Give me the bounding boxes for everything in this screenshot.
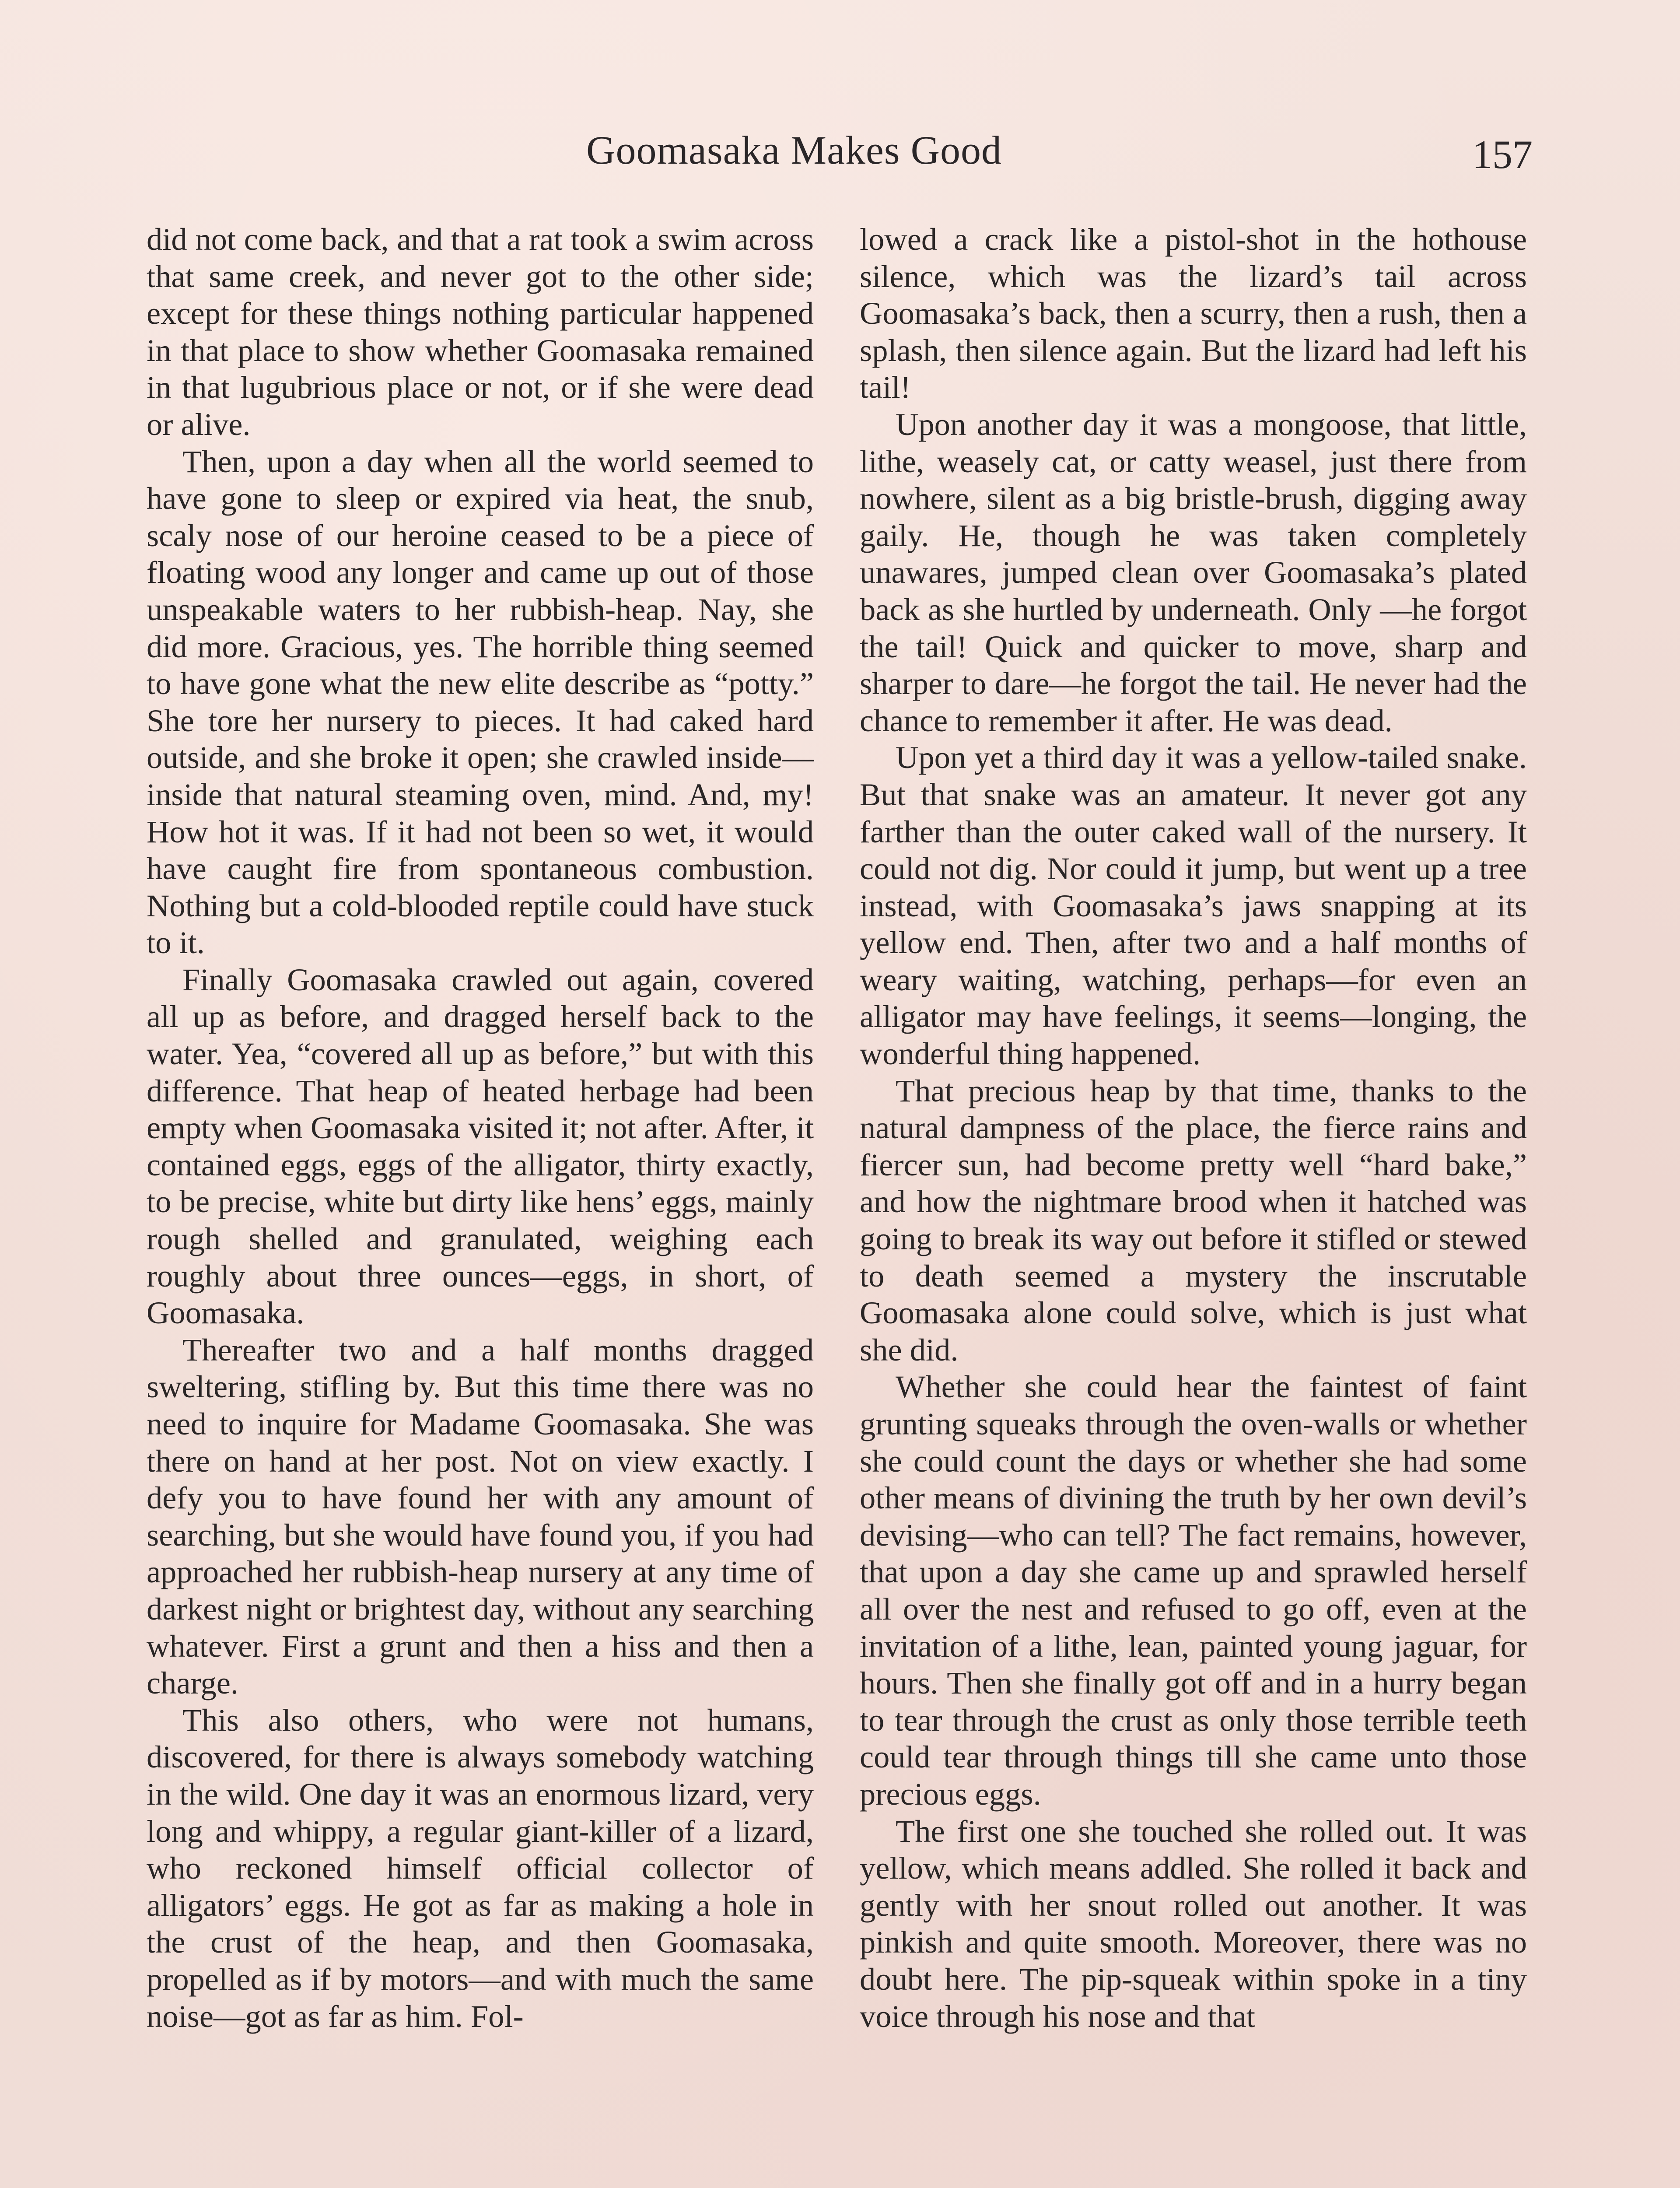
left-text-column: [147, 221, 814, 2035]
paragraph: Then, upon a day when all the world seemed to have gone to sleep or expired via heat, the snub, scaly nose of our heroine ceased to be a piece of floating wood any longer and came up out of those unspeakable waters to her rubbish-heap. Nay, she did more. Gracious, yes. The horrible thing seemed to have gone what the new elite describe as “potty.” She tore her nursery to pieces. It had caked hard outside, and she broke it open; she crawled inside—inside that natural steaming oven, mind. And, my! How hot it was. If it had not been so wet, it would have caught fire from spontaneous combustion. Nothing but a cold-blooded reptile could have stuck to it.: [147, 443, 814, 961]
paragraph: Whether she could hear the faintest of faint grunting squeaks through the oven-walls or whether she could count the days or whether she had some other means of divining the truth by her own devil’s devising—who can tell? The fact remains, however, that upon a day she came up and sprawled herself all over the nest and refused to go off, even at the invitation of a lithe, lean, painted young jaguar, for hours. Then she finally got off and in a hurry began to tear through the crust as only those terrible teeth could tear through things till she came unto those precious eggs.: [860, 1369, 1527, 1812]
right-text-column: [860, 221, 1527, 2035]
paragraph: This also others, who were not humans, discovered, for there is always somebody watching in the wild. One day it was an enormous lizard, very long and whippy, a regular giant-killer of a lizard, who reckoned himself official collector of alligators’ eggs. He got as far as making a hole in the crust of the heap, and then Goomasaka, propelled as if by motors—and with much the same noise—got as far as him. Fol-: [147, 1702, 814, 2034]
paragraph: Upon yet a third day it was a yellow-tailed snake. But that snake was an amateur. It never got any farther than the outer caked wall of the nursery. It could not dig. Nor could it jump, but went up a tree instead, with Goomasaka’s jaws snapping at its yellow end. Then, after two and a half months of weary waiting, watching, perhaps—for even an alligator may have feelings, it seems—longing, the wonderful thing happened.: [860, 740, 1527, 1072]
paragraph: That precious heap by that time, thanks to the natural dampness of the place, the fierce rains and fiercer sun, had become pretty well “hard bake,” and how the nightmare brood when it hatched was going to break its way out before it stifled or stewed to death seemed a mystery the inscrutable Goomasaka alone could solve, which is just what she did.: [860, 1073, 1527, 1368]
paragraph: Finally Goomasaka crawled out again, covered all up as before, and dragged herself back to the water. Yea, “covered all up as before,” but with this difference. That heap of heated herbage had been empty when Goomasaka visited it; not after. After, it contained eggs, eggs of the alligator, thirty exactly, to be precise, white but dirty like hens’ eggs, mainly rough shelled and granulated, weighing each roughly about three ounces—eggs, in short, of Goomasaka.: [147, 961, 814, 1331]
paragraph: The first one she touched she rolled out. It was yellow, which means addled. She rolled it back and gently with her snout rolled out another. It was pinkish and quite smooth. Moreover, there was no doubt here. The pip-squeak within spoke in a tiny voice through his nose and that: [860, 1813, 1527, 2034]
running-title: Goomasaka Makes Good: [586, 128, 1002, 172]
paragraph: did not come back, and that a rat took a swim across that same creek, and never got to the other side; except for these things nothing particular happened in that place to show whether Goomasaka remained in that lugubrious place or not, or if she were dead or alive.: [147, 221, 814, 442]
paragraph: Thereafter two and a half months dragged sweltering, stifling by. But this time there was no need to inquire for Madame Goomasaka. She was there on hand at her post. Not on view exactly. I defy you to have found her with any amount of searching, but she would have found you, if you had approached her rubbish-heap nursery at any time of darkest night or brightest day, without any searching whatever. First a grunt and then a hiss and then a charge.: [147, 1332, 814, 1701]
paragraph: Upon another day it was a mongoose, that little, lithe, weasely cat, or catty weasel, just there from nowhere, silent as a big bristle-brush, digging away gaily. He, though he was taken completely unawares, jumped clean over Goomasaka’s plated back as she hurtled by underneath. Only —he forgot the tail! Quick and quicker to move, sharp and sharper to dare—he forgot the tail. He never had the chance to remember it after. He was dead.: [860, 406, 1527, 738]
paragraph: lowed a crack like a pistol-shot in the hothouse silence, which was the lizard’s tail across Goomasaka’s back, then a scurry, then a rush, then a splash, then silence again. But the lizard had left his tail!: [860, 221, 1527, 405]
page-number: 157: [1472, 132, 1533, 177]
